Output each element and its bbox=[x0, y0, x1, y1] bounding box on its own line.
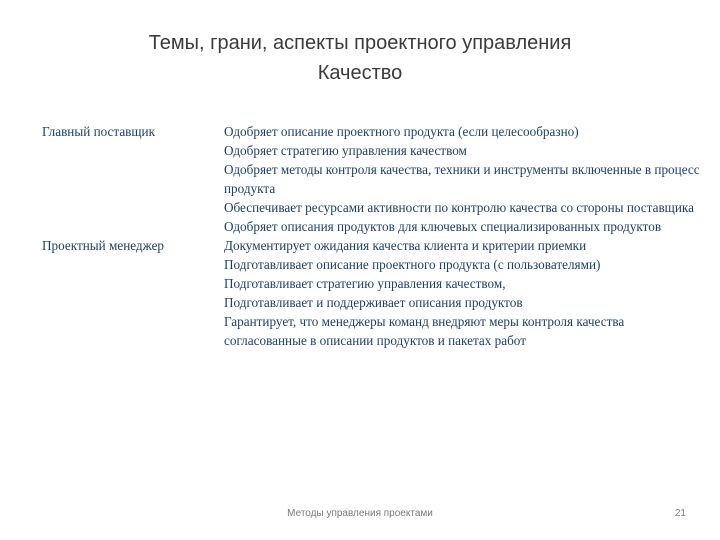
role-row-project-manager bbox=[42, 236, 702, 350]
duty-item: Подготавливает и поддерживает описания продуктов bbox=[224, 295, 523, 310]
duty-item: Одобряет описания продуктов для ключевых специализированных продуктов bbox=[224, 219, 662, 234]
slide-title-line-1: Темы, грани, аспекты проектного управления bbox=[148, 32, 572, 54]
duties-list-project-manager bbox=[224, 236, 702, 350]
duty-item: Одобряет стратегию управления качеством bbox=[224, 143, 467, 158]
duty-item: Одобряет методы контроля качества, техники и инструменты включенные в процесс продукта bbox=[224, 162, 700, 196]
role-name-project-manager: Проектный менеджер bbox=[42, 238, 165, 253]
page-number: 21 bbox=[674, 508, 686, 519]
role-row-chief-supplier bbox=[42, 122, 702, 236]
duties-list-chief-supplier bbox=[224, 122, 702, 236]
duty-item: Одобряет описание проектного продукта (если целесообразно) bbox=[224, 124, 579, 139]
roles-table bbox=[42, 122, 702, 350]
slide-title bbox=[0, 28, 720, 88]
duty-item: Документирует ожидания качества клиента и критерии приемки bbox=[224, 238, 587, 253]
role-name-chief-supplier: Главный поставщик bbox=[42, 124, 156, 139]
footer-text: Методы управления проектами bbox=[287, 508, 433, 519]
duty-item: Гарантирует, что менеджеры команд внедряют меры контроля качества согласованные в описании продуктов и пакетах работ bbox=[224, 314, 625, 348]
duty-item: Подготавливает описание проектного продукта (с пользователями) bbox=[224, 257, 601, 272]
duty-item: Обеспечивает ресурсами активности по контролю качества со стороны поставщика bbox=[224, 200, 694, 215]
duty-item: Подготавливает стратегию управления качеством, bbox=[224, 276, 506, 291]
slide-subtitle: Качество bbox=[317, 62, 403, 84]
